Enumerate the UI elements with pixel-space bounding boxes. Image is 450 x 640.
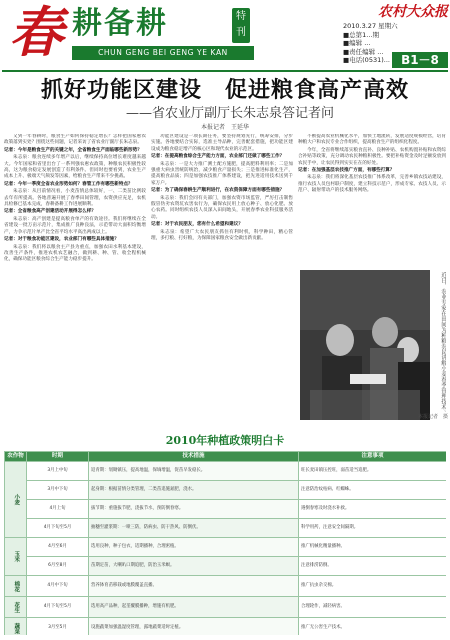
measure-cell: 返青期：划锄镇压，提高地温，保墒增温，促苗早发稳长。 [89, 462, 299, 481]
policy-table-wrap [4, 451, 446, 635]
interview-question: 记者：今年是粮食生产的关键之年，全省粮食生产面临哪些新形势？ [4, 147, 142, 153]
month-cell: 6月至8月 [27, 557, 89, 576]
table-row [5, 618, 447, 636]
interview-question: 记者：今年一季度全省农业形势如何？春管工作有哪些新特点？ [4, 181, 133, 187]
article-paragraph: 不断提高农业机械化水平，加快土地流转，发展适度规模经营，培育种粮大户和农民专业合作组织，提高粮食生产的组织化程度。 [298, 134, 446, 146]
interview-question: 记者：在加强基层农技推广方面，有哪些打算？ [298, 168, 395, 174]
measure-cell: 苗期定苗，大喇叭口期追肥，防治玉米螟。 [89, 557, 299, 576]
interview-question: 记者：全省粮食高产创建活动开展得怎么样？ [4, 209, 96, 215]
table-row [5, 500, 447, 519]
pinyin-title-bar: CHUN GENG BEI GENG YE KAN [72, 46, 254, 60]
article-column-3 [298, 134, 446, 266]
masthead-divider [2, 70, 448, 72]
interview-question: 记者：为了确保春耕生产顺利进行，在农资保障方面有哪些措施？ [151, 188, 285, 194]
table-title: 2010年种植政策明白卡 [165, 434, 285, 447]
article-paragraph: 朱志泉：从目前情况看，小麦苗情总体较好，一、二类苗比例较去年有所提高。各地普遍开展了春季田间管理，农资供应充足，农机具检修已基本完成，春耕备耕工作进展顺利。 [4, 189, 146, 208]
note-cell: 推广抗虫杂交棉。 [299, 576, 447, 597]
article-paragraph: 朱志泉：我们会同有关部门，加强农资市场监管，严厉打击制售假冒伪劣农资坑农害农行为，确保农民用上放心种子、放心化肥、放心农药。同时组织农技人员深入田间地头，开展春季农业科技服务活动。 [151, 195, 293, 220]
article-paragraph: 朱志泉：我们将深化基层农技推广体系改革，完善乡镇农技站建设，推行农技人员包村联户制度，建立科技示范户，形成专家、农技人员、示范户、辐射带动户的技术服务网络。 [298, 175, 446, 194]
month-cell: 3月上中旬 [27, 462, 89, 481]
article-paragraph: 今年，全省将继续落实粮食直补、良种补贴、农机购置补贴和农资综合补贴等政策，充分调动农民种粮积极性。要把补贴资金及时足额发放到农民手中，让农民得到实实在在的好处。 [298, 147, 446, 166]
note-cell: 合理轮作，减轻病害。 [299, 597, 447, 618]
measure-cell: 营养钵育苗移栽或地膜覆盖直播。 [89, 576, 299, 597]
table-row [5, 538, 447, 557]
masthead-logo: 春 [9, 0, 63, 64]
month-cell: 4月上旬 [27, 500, 89, 519]
month-cell: 3月至5月 [27, 618, 89, 636]
photo-illustration [300, 270, 430, 420]
table-row [5, 462, 447, 481]
special-edition-badge: 特刊 [232, 8, 250, 43]
measure-cell: 选用良种，种子包衣，适期播种，合理密植。 [89, 538, 299, 557]
interview-question: 记者：在提高粮食综合生产能力方面，农业部门还做了哪些工作？ [151, 154, 285, 160]
month-cell: 4月下旬至5月 [27, 519, 89, 538]
month-cell: 4月至6月 [27, 538, 89, 557]
month-cell: 3月中下旬 [27, 481, 89, 500]
article-paragraph: 功能区建设是一项长期任务，要坚持规划先行，统筹安排，分步实施。各地要结合实际，选准主导品种，完善配套措施，把功能区建设成为粮食稳定增产的核心区和现代农业的示范区。 [151, 134, 293, 152]
table-row [5, 576, 447, 597]
article-column-2 [151, 134, 293, 430]
measure-cell: 选用高产品种，起垄覆膜播种，增施有机肥。 [89, 597, 299, 618]
article-paragraph: 朱志泉：我们将以粮食主产县为重点，加强农田水利基本建设，改善生产条件，推进农机农艺融合，做到耕、种、管、收全程机械化，确保功能区粮食综合生产能力稳步提升。 [4, 244, 146, 263]
note-cell: 推广机械化精量播种。 [299, 538, 447, 557]
month-cell: 4月中下旬 [27, 576, 89, 597]
measure-cell: 起身期：根据苗情分类管理，二类苗追施氮肥，浇水。 [89, 481, 299, 500]
table-header-cell: 技术措施 [89, 452, 299, 462]
article-paragraph: 朱志泉：希望广大农民朋友抓住有利时机，科学种田，精心管理，多打粮、打好粮，为保障国家粮食安全做出新贡献。 [151, 229, 293, 242]
photo-credit: 本报记者 摄 [417, 414, 448, 420]
table-header-cell: 时期 [27, 452, 89, 462]
article-byline: 本报记者 王延华 [200, 124, 249, 131]
issue-line: ■责任编辑 ... [343, 47, 384, 56]
measure-cell: 设施蔬菜加强温湿度管理，露地蔬菜适时定植。 [89, 618, 299, 636]
article-paragraph: 又到一年春耕时，粮食生产如何保持稳定增长？怎样把国家惠农政策落到实处？围绕这些问题，记者采访了省农业厅副厅长朱志泉。 [4, 134, 146, 146]
crop-cell: 玉米 [5, 538, 27, 576]
photo-caption: 近日，农业专家在田间为种粮农民讲解小麦春季管理技术。 [440, 272, 446, 415]
measure-cell: 抽穗至灌浆期：一喷三防，防病虫、防干热风、防倒伏。 [89, 519, 299, 538]
table-header-cell: 农作物 [5, 452, 27, 462]
note-cell: 旺长麦田镇压控旺，弱苗适当追肥。 [299, 462, 447, 481]
interview-question: 记者：对于粮食功能区建设，农业部门有哪些具体措施？ [4, 237, 119, 243]
issue-date: 2010.3.27 星期六 [343, 22, 398, 30]
note-cell: 注意防治纹枯病、红蜘蛛。 [299, 481, 447, 500]
section-title: 耕备耕 [72, 6, 168, 41]
table-header-row [5, 452, 447, 462]
table-row [5, 481, 447, 500]
crop-cell: 小麦 [5, 462, 27, 538]
issue-line: ■电话(0531)... [343, 56, 390, 64]
crop-cell: 蔬菜 [5, 618, 27, 636]
month-cell: 4月下旬至5月 [27, 597, 89, 618]
crop-cell: 棉花 [5, 576, 27, 597]
note-cell: 科学用药，注意安全间隔期。 [299, 519, 447, 538]
table-header-cell: 注意事项 [299, 452, 447, 462]
article-headline: 抓好功能区建设 促进粮食高产高效 [40, 78, 409, 103]
interview-question: 记者：对于农民朋友，您有什么希望和建议？ [151, 222, 243, 228]
article-column-1 [4, 134, 146, 430]
paper-name: 农村大众报 [378, 4, 448, 20]
page-number: B1－8 [392, 52, 448, 68]
table-row [5, 597, 447, 618]
masthead [0, 0, 450, 70]
news-photo [300, 270, 430, 420]
article-paragraph: 朱志泉：一是大力推广测土配方施肥，提高肥料利用率；二是加强重大病虫害统防统治，减少粮食产量损失；三是推进标准化生产，提高粮食品质；四是加强农技推广体系建设，把先进适用技术送到千家万户。 [151, 161, 293, 186]
policy-table [4, 451, 446, 635]
note-cell: 注意排涝防倒。 [299, 557, 447, 576]
table-row [5, 557, 447, 576]
article-paragraph: 朱志泉：粮食连续多年增产以后，继续保持高位增长难度越来越大。今年国家和省里出台了一系列强农惠农政策，种粮农民积极性较高，这为粮食稳定发展创造了有利条件。但同时也要看到，农业生产成本上升、极端天气频发等因素，给粮食生产带来不少挑战。 [4, 155, 146, 180]
note-cell: 推广无公害生产技术。 [299, 618, 447, 636]
issue-line: ■编辑 ... [343, 39, 371, 47]
issue-line: ■总第1...期 [343, 30, 379, 39]
article-subhead: ——省农业厅副厅长朱志泉答记者问 [125, 106, 334, 121]
note-cell: 遇倒春寒及时浇水补救。 [299, 500, 447, 519]
measure-cell: 拔节期：重施拔节肥，浇拔节水，预防倒春寒。 [89, 500, 299, 519]
table-row [5, 519, 447, 538]
article-paragraph: 朱志泉：高产创建是提高粮食单产的有效途径。我们将继续在全省建设一批万亩示范片，集成推广良种良法，示范带动大面积均衡增产，力争示范片单产比全省平均水平高出两成以上。 [4, 216, 146, 235]
crop-cell: 花生 [5, 597, 27, 618]
